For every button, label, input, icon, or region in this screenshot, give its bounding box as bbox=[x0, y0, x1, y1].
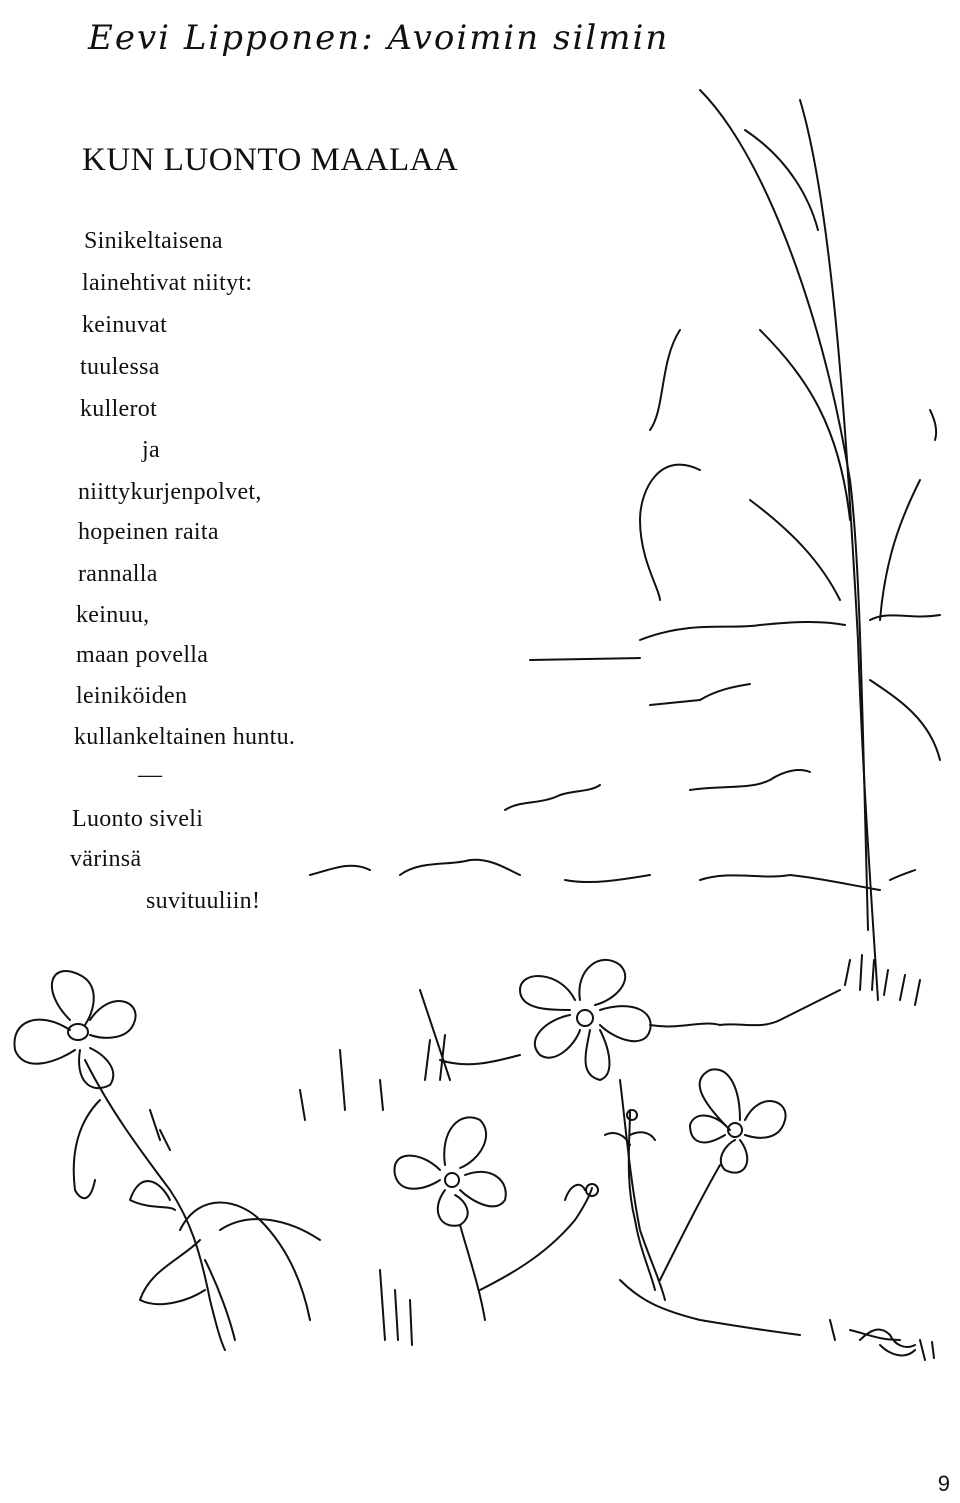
poem-line: keinuvat bbox=[82, 312, 168, 338]
ground-grass-drawing bbox=[300, 955, 934, 1360]
poem-line: Luonto siveli bbox=[72, 806, 204, 832]
poem-line: keinuu, bbox=[76, 602, 150, 628]
poem-line: maan povella bbox=[76, 642, 209, 668]
poem-line: tuulessa bbox=[80, 354, 160, 380]
poem-line: niittykurjenpolvet, bbox=[78, 479, 262, 505]
poem-line: kullankeltainen huntu. bbox=[74, 724, 296, 750]
flower-top-center-drawing bbox=[520, 960, 665, 1300]
page-number: 9 bbox=[937, 1471, 950, 1496]
poem-line: — bbox=[138, 762, 163, 788]
poem-line: lainehtivat niityt: bbox=[82, 270, 253, 296]
poem-line: suvituuliin! bbox=[146, 888, 261, 914]
book-header: Eevi Lipponen: Avoimin silmin bbox=[88, 18, 670, 58]
flower-left-drawing bbox=[14, 971, 320, 1350]
poem-line: värinsä bbox=[70, 846, 142, 872]
poem-line: kullerot bbox=[80, 396, 158, 422]
reed-grass-drawing bbox=[640, 90, 940, 1000]
poem-line: hopeinen raita bbox=[78, 519, 219, 545]
water-lines-drawing bbox=[310, 615, 940, 890]
poem-line: ja bbox=[142, 437, 160, 463]
poem-line: rannalla bbox=[78, 561, 158, 587]
poem-line: leiniköiden bbox=[76, 683, 188, 709]
poem-line: Sinikeltaisena bbox=[84, 228, 223, 254]
poem-title: KUN LUONTO MAALAA bbox=[82, 142, 459, 178]
flower-center-drawing bbox=[394, 1117, 598, 1320]
